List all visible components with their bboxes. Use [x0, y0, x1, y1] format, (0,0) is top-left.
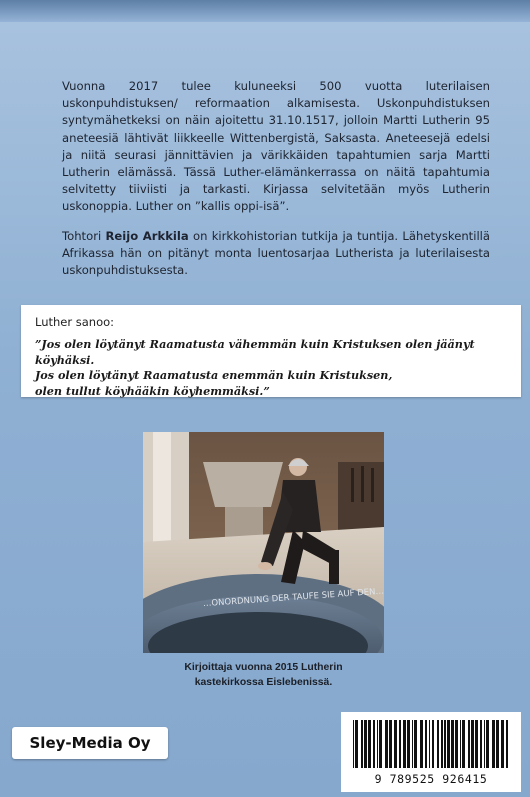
- barcode-bar: [501, 720, 504, 768]
- barcode-bar: [437, 720, 439, 768]
- barcode-bar: [361, 720, 363, 768]
- quote-text: [35, 337, 507, 399]
- barcode-bar: [492, 720, 495, 768]
- barcode-bar: [468, 720, 470, 768]
- caption-line-1: Kirjoittaja vuonna 2015 Lutherin: [184, 662, 343, 673]
- barcode-bar: [455, 720, 458, 768]
- barcode-bar: [414, 720, 417, 768]
- baptismal-church-photo: [143, 432, 384, 653]
- barcode-bar: [412, 720, 413, 768]
- blurb-p2-suffix: on kirkkohistorian tutkija ja tuntija. Lähetyskentillä Afrikassa hän on pitänyt monta luentosarjaa Lutherista ja luterilaisesta uskonpuhdistuksesta.: [62, 228, 490, 278]
- barcode-bar: [444, 720, 446, 768]
- barcode-bar: [451, 720, 454, 768]
- isbn-number: 9 789525 926415: [374, 772, 488, 786]
- barcode-bar: [379, 720, 382, 768]
- barcode-bar: [394, 720, 397, 768]
- author-photo: [143, 432, 384, 653]
- quote-line-1: ”Jos olen löytänyt Raamatusta vähemmän kuin Kristuksen olen jäänyt köyhäksi.: [35, 337, 475, 367]
- barcode-bar: [480, 720, 482, 768]
- author-name: Reijo Arkkila: [105, 228, 189, 243]
- barcode-bar: [425, 720, 427, 768]
- back-cover-blurb: [62, 78, 490, 291]
- quote-heading: Luther sanoo:: [35, 315, 115, 329]
- barcode-bar: [420, 720, 423, 768]
- barcode-bar: [373, 720, 375, 768]
- barcode-bar: [447, 720, 450, 768]
- barcode-bar: [475, 720, 478, 768]
- quote-line-3: olen tullut köyhääkin köyhemmäksi.”: [35, 383, 270, 398]
- barcode-bar: [355, 720, 358, 768]
- blurb-paragraph-1: Vuonna 2017 tulee kuluneeksi 500 vuotta luterilaisen uskonpuhdistuksen/ reformaation alkamisesta. Uskonpuhdistuksen syntymähetkeksi on näin ajoitettu 31.10.1517, jolloin Martti Lutherin 95 aneteesiä lähtivät liikkeelle Wittenbergistä, Saksasta. Aneteesejä edelsi ja niitä seurasi jännittävien ja värikkäiden tapahtumien sarja Martti Lutherin elämässä. Tässä Luther-elämänkerrassa on näitä tapahtumia selvitetty tiiviisti ja tarkasti. Kirjassa selvitetään myös Lutherin uskonoppia. Luther on ”kallis oppi-isä”.: [62, 79, 490, 214]
- barcode-bar: [399, 720, 401, 768]
- quote-line-2: Jos olen löytänyt Raamatusta enemmän kuin Kristuksen,: [35, 368, 393, 382]
- barcode-bar: [353, 720, 354, 768]
- blurb-paragraph-2: [62, 228, 490, 280]
- barcode-bar: [429, 720, 430, 768]
- luther-quote-box: [21, 305, 521, 397]
- barcode-bar: [460, 720, 461, 768]
- barcode-bar: [368, 720, 371, 768]
- font-inscription: …ONORDNUNG DER TAUFE SIE AUF DEN…: [202, 586, 384, 610]
- barcode-bar: [407, 720, 410, 768]
- caption-line-2: kastekirkossa Eislebenissä.: [194, 677, 333, 688]
- publisher-logo: Sley-Media Oy: [12, 727, 168, 759]
- blurb-p2-prefix: Tohtori: [62, 228, 106, 243]
- barcode-bar: [486, 720, 489, 768]
- barcode-bar: [364, 720, 367, 768]
- barcode-bar: [377, 720, 378, 768]
- barcode-bar: [462, 720, 465, 768]
- barcode-bar: [389, 720, 392, 768]
- barcode-bar: [385, 720, 388, 768]
- barcode-bars: [349, 718, 513, 770]
- barcode-bar: [432, 720, 434, 768]
- barcode-bar: [403, 720, 406, 768]
- barcode-bar: [506, 720, 508, 768]
- barcode-bar: [441, 720, 443, 768]
- barcode-bar: [484, 720, 485, 768]
- barcode-bar: [496, 720, 499, 768]
- top-band: [0, 0, 530, 22]
- barcode-bar: [471, 720, 474, 768]
- photo-caption: [143, 660, 384, 690]
- isbn-barcode: [341, 712, 521, 792]
